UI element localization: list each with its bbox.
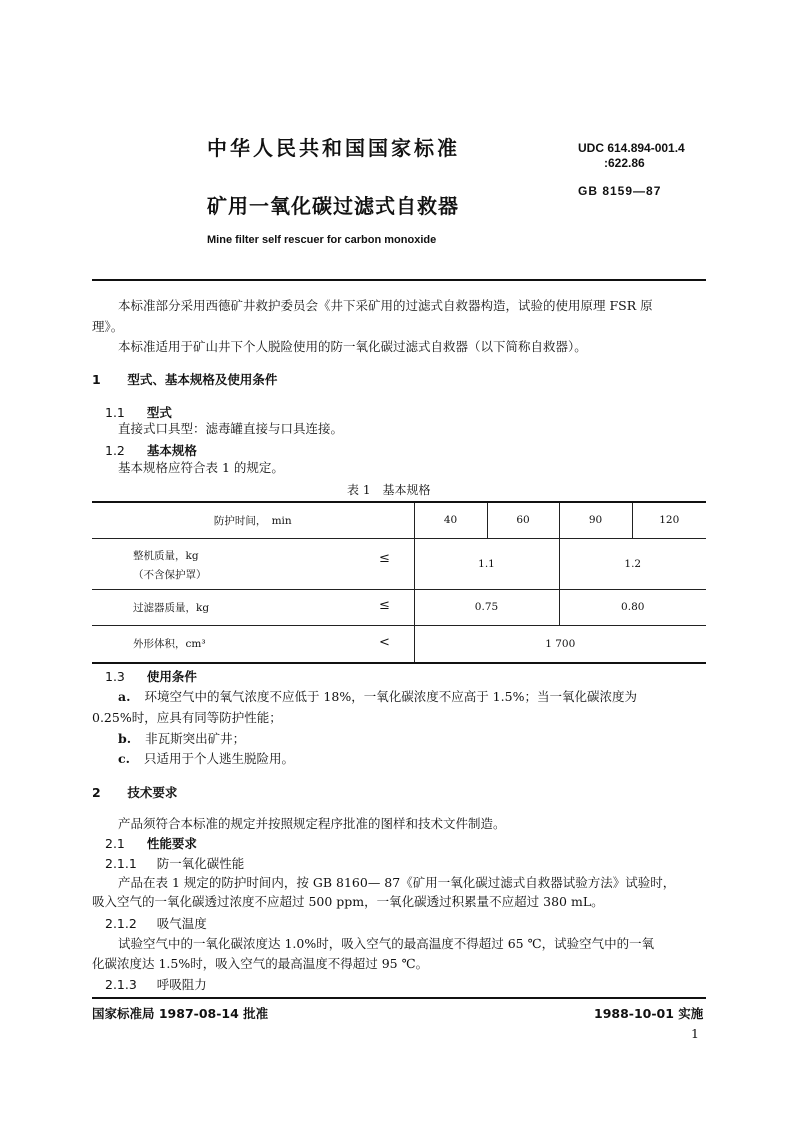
section-1-3-title: 使用条件 — [146, 669, 197, 684]
section-2-1-3-title: 呼吸阻力 — [156, 977, 207, 992]
section-2-1-2-line-2: 化碳浓度达 1.5%时，吸入空气的最高温度不得超过 95 ℃。 — [92, 956, 429, 971]
section-2-number: 2 — [92, 785, 101, 800]
section-1-number: 1 — [92, 372, 101, 387]
item-a-label: a. — [118, 689, 131, 704]
footer-rule — [92, 997, 706, 999]
item-a — [118, 688, 637, 706]
section-1-1-heading — [105, 403, 172, 421]
section-1-3-number: 1.3 — [105, 669, 125, 684]
udc-code-line1: UDC 614.894-001.4 — [578, 141, 685, 155]
section-2-1-1-line-2: 吸入空气的一氧化碳透过浓度不应超过 500 ppm，一氧化碳透过积累量不应超过 380 mL。 — [92, 894, 604, 909]
item-b — [118, 730, 245, 748]
filter-mass-value-2: 0.80 — [559, 589, 706, 625]
section-2-1-2-line-1: 试验空气中的一氧化碳浓度达 1.0%时，吸入空气的最高温度不得超过 65 ℃，试验空气中的一氧 — [118, 936, 655, 951]
table-header-row — [92, 502, 706, 538]
table-1-caption: 表 1 基本规格 — [347, 483, 431, 497]
item-a-line-1: 环境空气中的氧气浓度不应低于 18%，一氧化碳浓度不应高于 1.5%；当一氧化碳浓度为 — [144, 689, 637, 704]
approval-line: 国家标准局 1987-08-14 批准 — [92, 1006, 269, 1021]
section-1-title: 型式、基本规格及使用条件 — [127, 372, 278, 387]
time-cell-90: 90 — [559, 502, 632, 538]
section-2-1-title: 性能要求 — [146, 836, 197, 851]
section-2-1-2-number: 2.1.2 — [105, 916, 137, 931]
volume-label: 外形体积，cm³ — [133, 637, 206, 650]
section-2-1-1-line-1: 产品在表 1 规定的防护时间内，按 GB 8160— 87《矿用一氧化碳过滤式自救器试验方法》试验时， — [118, 875, 676, 890]
total-mass-label: 整机质量，kg — [133, 549, 199, 562]
volume-operator: < — [379, 634, 390, 650]
section-1-1-title: 型式 — [146, 405, 172, 420]
total-mass-label-cell — [92, 538, 414, 589]
filter-mass-label-cell — [92, 589, 414, 625]
section-2-1-1-title: 防一氧化碳性能 — [156, 856, 245, 871]
item-c-text: 只适用于个人逃生脱险用。 — [143, 751, 294, 766]
section-2-1-2-title: 吸气温度 — [156, 916, 207, 931]
main-title: 矿用一氧化碳过滤式自救器 — [207, 194, 459, 218]
total-mass-operator: ≤ — [379, 550, 390, 566]
time-cell-120: 120 — [632, 502, 706, 538]
section-2-1-3-heading — [105, 975, 207, 993]
section-2-heading — [92, 783, 177, 801]
section-2-1-1-number: 2.1.1 — [105, 856, 137, 871]
time-cell-60: 60 — [487, 502, 559, 538]
filter-mass-operator: ≤ — [379, 597, 390, 613]
section-1-1-number: 1.1 — [105, 405, 125, 420]
table-row-total-mass — [92, 538, 706, 589]
filter-mass-value-1: 0.75 — [414, 589, 559, 625]
item-a-line-2: 0.25%时，应具有同等防护性能； — [92, 710, 282, 725]
total-mass-value-2: 1.2 — [559, 538, 706, 589]
volume-value: 1 700 — [414, 625, 706, 663]
volume-label-cell — [92, 625, 414, 663]
section-2-1-3-number: 2.1.3 — [105, 977, 137, 992]
gb-code: GB 8159—87 — [578, 184, 662, 198]
section-2-1-1-heading — [105, 854, 244, 872]
section-1-2-heading — [105, 441, 197, 459]
intro-paragraph-1-line-1: 本标准部分采用西德矿井救护委员会《井下采矿用的过滤式自救器构造，试验的使用原理 FSR 原 — [118, 298, 653, 313]
section-1-heading — [92, 370, 277, 388]
section-2-title: 技术要求 — [127, 785, 178, 800]
time-cell-40: 40 — [414, 502, 487, 538]
item-c — [118, 750, 294, 768]
standard-title: 中华人民共和国国家标准 — [207, 136, 460, 160]
header-rule — [92, 279, 706, 281]
section-1-2-text: 基本规格应符合表 1 的规定。 — [118, 460, 284, 475]
total-mass-sublabel: （不含保护罩） — [133, 568, 207, 581]
section-2-1-2-heading — [105, 914, 207, 932]
item-b-text: 非瓦斯突出矿井； — [145, 731, 246, 746]
protection-time-label: 防护时间， min — [213, 514, 292, 527]
intro-paragraph-2: 本标准适用于矿山井下个人脱险使用的防一氧化碳过滤式自救器（以下简称自救器）。 — [118, 339, 587, 354]
item-c-label: c. — [118, 751, 130, 766]
spec-table — [92, 501, 706, 664]
section-2-1-number: 2.1 — [105, 836, 125, 851]
section-2-1-heading — [105, 834, 197, 852]
item-b-label: b. — [118, 731, 132, 746]
section-2-intro: 产品须符合本标准的规定并按照规定程序批准的图样和技术文件制造。 — [118, 816, 506, 831]
filter-mass-label: 过滤器质量，kg — [133, 601, 210, 614]
section-1-2-title: 基本规格 — [146, 443, 197, 458]
english-title: Mine filter self rescuer for carbon monoxide — [207, 234, 437, 246]
section-1-2-number: 1.2 — [105, 443, 125, 458]
udc-code-line2: :622.86 — [604, 156, 645, 170]
table-row-filter-mass — [92, 589, 706, 625]
total-mass-value-1: 1.1 — [414, 538, 559, 589]
section-1-1-text: 直接式口具型：滤毒罐直接与口具连接。 — [118, 421, 344, 436]
table-row-volume — [92, 625, 706, 663]
intro-paragraph-1-line-2: 理》。 — [92, 319, 124, 334]
effective-date-line: 1988-10-01 实施 — [594, 1006, 704, 1021]
section-1-3-heading — [105, 667, 197, 685]
header-label-cell — [92, 502, 414, 538]
page-number: 1 — [691, 1026, 699, 1041]
